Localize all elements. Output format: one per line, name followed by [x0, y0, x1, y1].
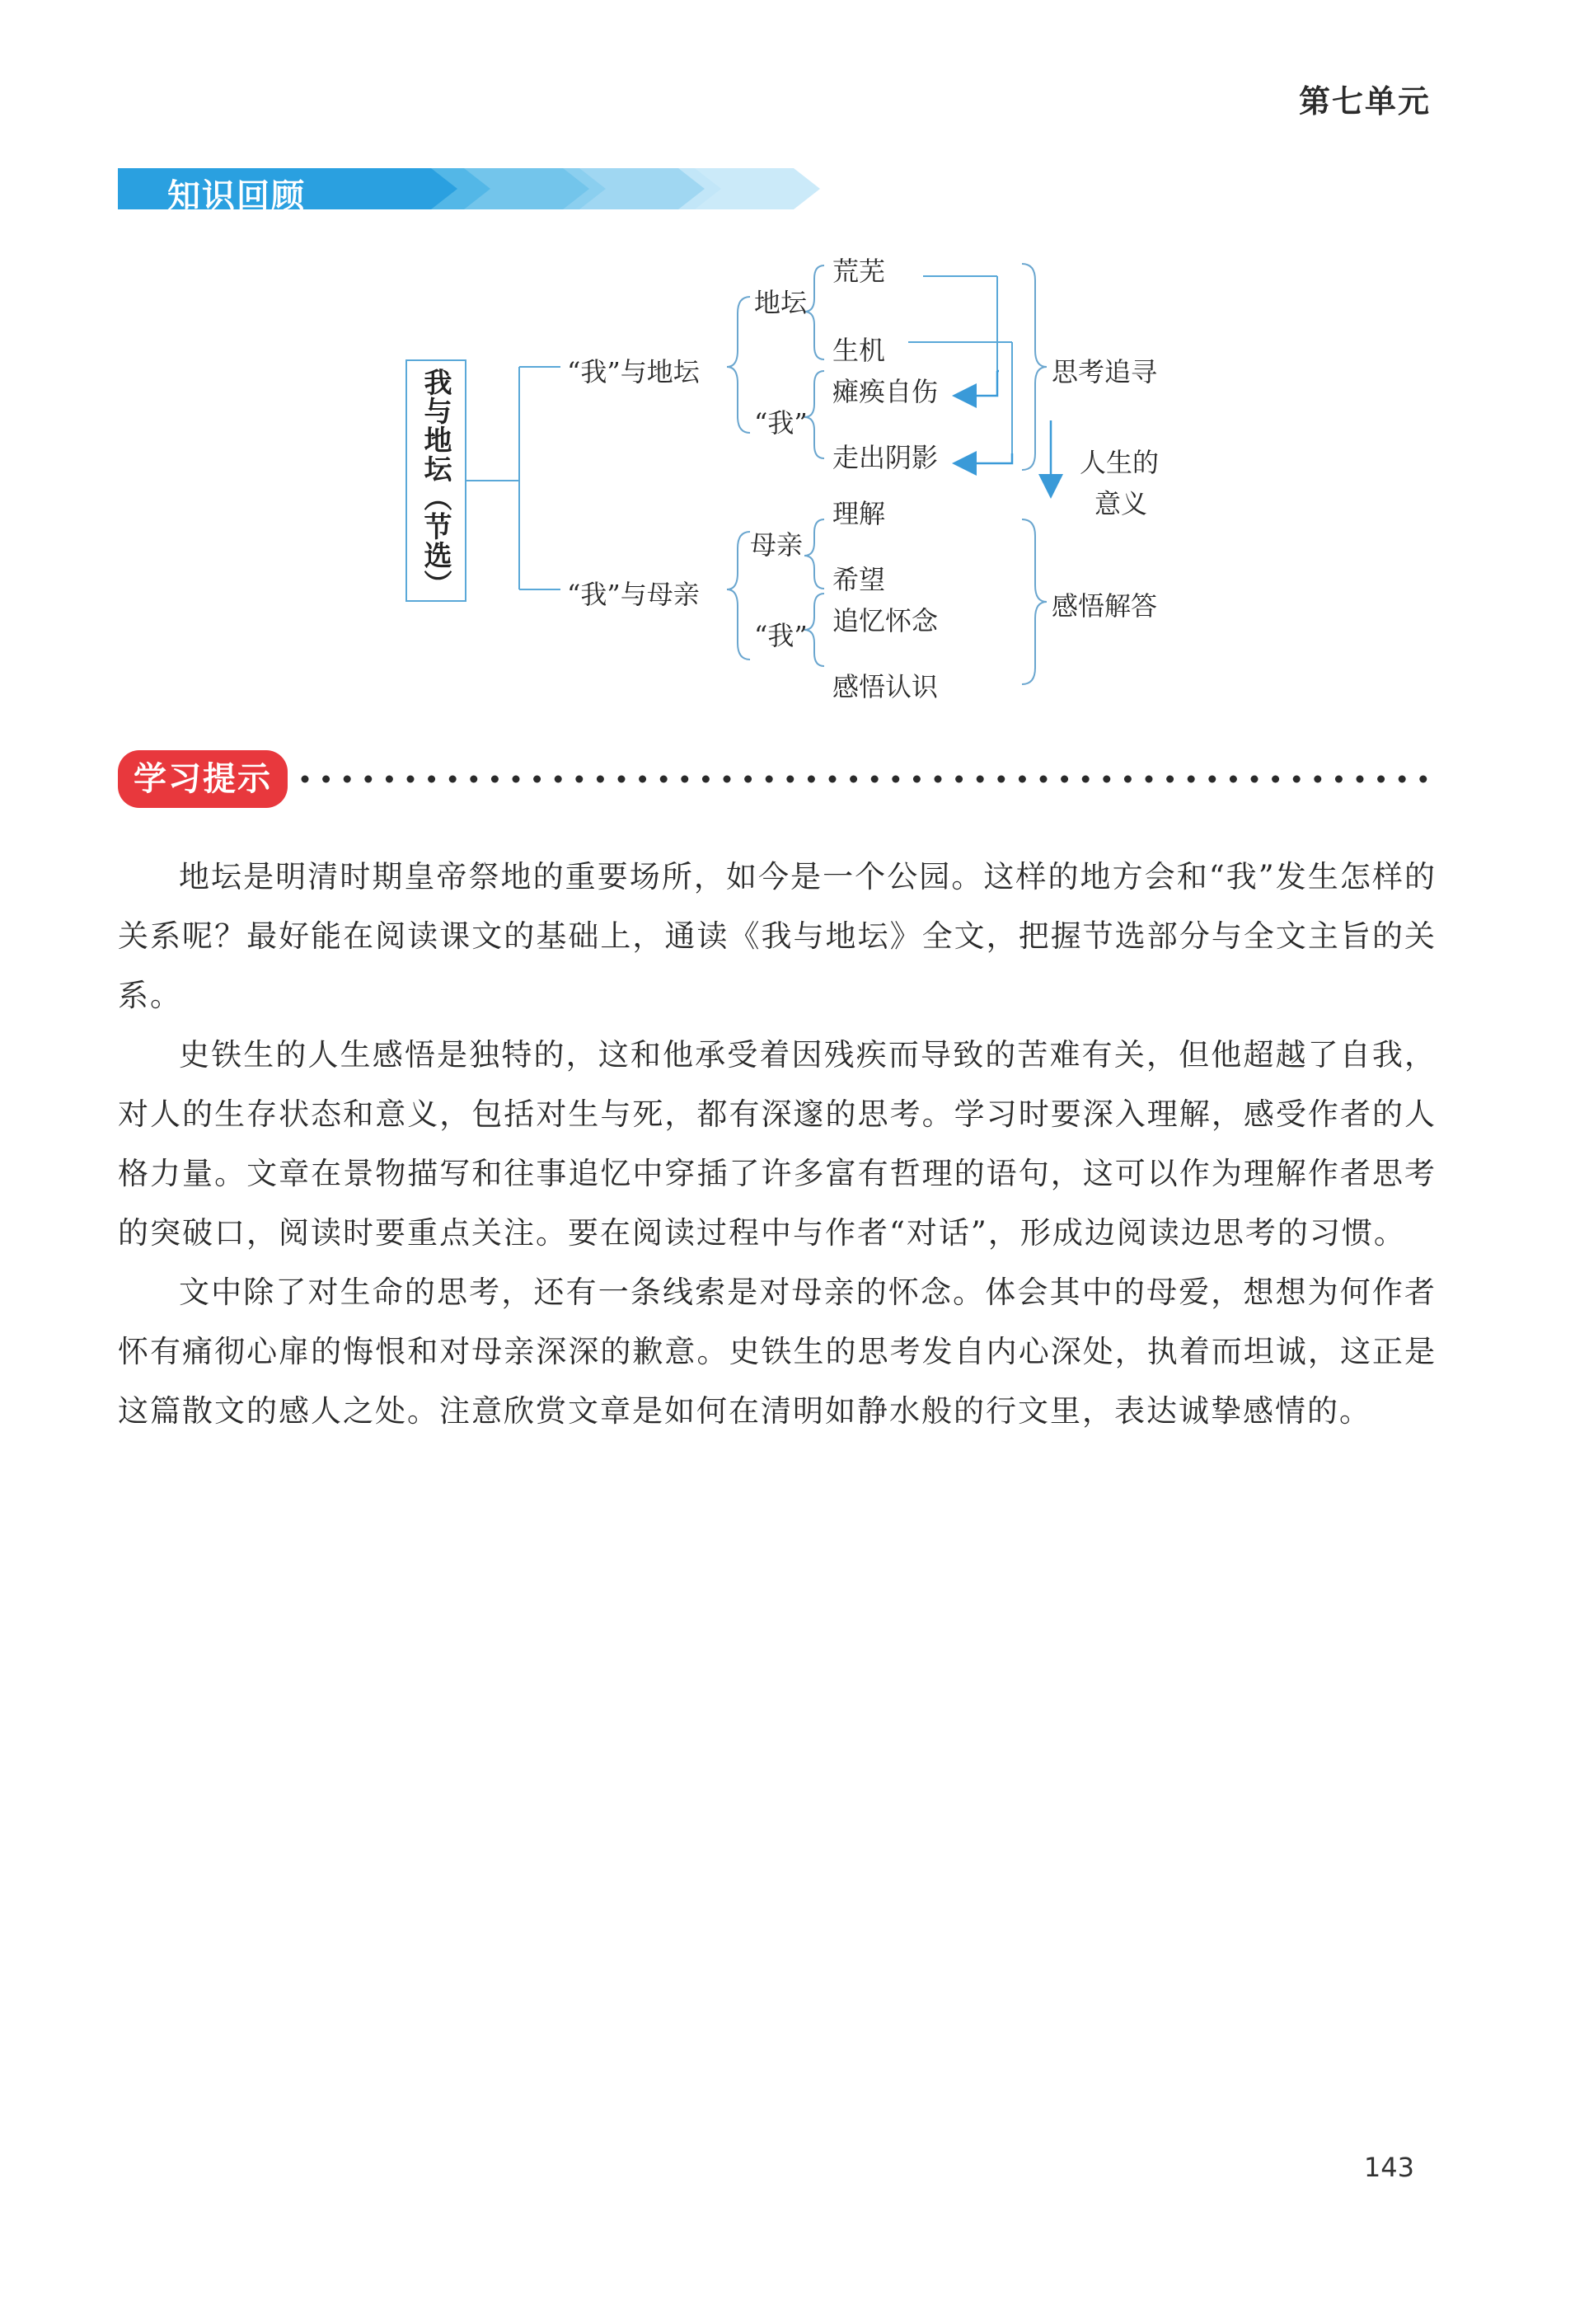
- right-bottom-label: 感悟解答: [1052, 590, 1158, 622]
- sub-me-2: “我”: [754, 620, 808, 651]
- right-top-label: 思考追寻: [1052, 356, 1158, 387]
- tip-paragraph-3: 文中除了对生命的思考，还有一条线索是对母亲的怀念。体会其中的母爱，想想为何作者怀有痛彻心扉的悔恨和对母亲深深的歉意。史铁生的思考发自内心深处，执着而坦诚，这正是这篇散文的感人之处。注意欣赏文章是如何在清明如静水般的行文里，表达诚挚感情的。: [118, 1275, 1437, 1429]
- branch-me-and-mother: “我”与母亲: [567, 579, 700, 610]
- unit-title: 第七单元: [1298, 83, 1431, 120]
- study-tips-body: [118, 847, 1437, 1441]
- right-middle-line1: 人生的: [1080, 447, 1160, 478]
- section-banner-review: [118, 163, 827, 214]
- sub-ditan: 地坛: [754, 287, 808, 318]
- dotted-divider: [298, 767, 1436, 791]
- item-zouchu: 走出阴影: [832, 442, 939, 473]
- mind-map-root: [405, 359, 466, 602]
- sub-mother: 母亲: [750, 529, 804, 561]
- review-title: 知识回顾: [167, 177, 306, 215]
- page-number: 143: [1363, 2152, 1414, 2183]
- item-lijie: 理解: [832, 498, 886, 529]
- item-zhuiyi: 追忆怀念: [832, 605, 939, 636]
- study-tips-title: 学习提示: [134, 760, 272, 798]
- item-xiwang: 希望: [832, 564, 886, 595]
- tip-paragraph-2: 史铁生的人生感悟是独特的，这和他承受着因残疾而导致的苦难有关，但他超越了自我，对人的生存状态和意义，包括对生与死，都有深邃的思考。学习时要深入理解，感受作者的人格力量。文章在景物描写和往事追忆中穿插了许多富有哲理的语句，这可以作为理解作者思考的突破口，阅读时要重点关注。要在阅读过程中与作者“对话”，形成边阅读边思考的习惯。: [118, 1037, 1437, 1251]
- study-tips-badge: [118, 750, 288, 808]
- item-shengji: 生机: [832, 335, 886, 366]
- tip-paragraph-1: 地坛是明清时期皇帝祭地的重要场所，如今是一个公园。这样的地方会和“我”发生怎样的关系呢？最好能在阅读课文的基础上，通读《我与地坛》全文，把握节选部分与全文主旨的关系。: [118, 859, 1437, 1013]
- item-huangwu: 荒芜: [832, 256, 886, 287]
- sub-me-1: “我”: [754, 407, 808, 439]
- branch-me-and-ditan: “我”与地坛: [567, 356, 700, 387]
- right-middle-line2: 意义: [1094, 488, 1148, 519]
- mind-map: [387, 247, 1195, 709]
- root-title: 我与地坛（节选）: [419, 368, 452, 599]
- item-ganwu: 感悟认识: [832, 671, 939, 702]
- item-tanhuan: 瘫痪自伤: [832, 376, 939, 407]
